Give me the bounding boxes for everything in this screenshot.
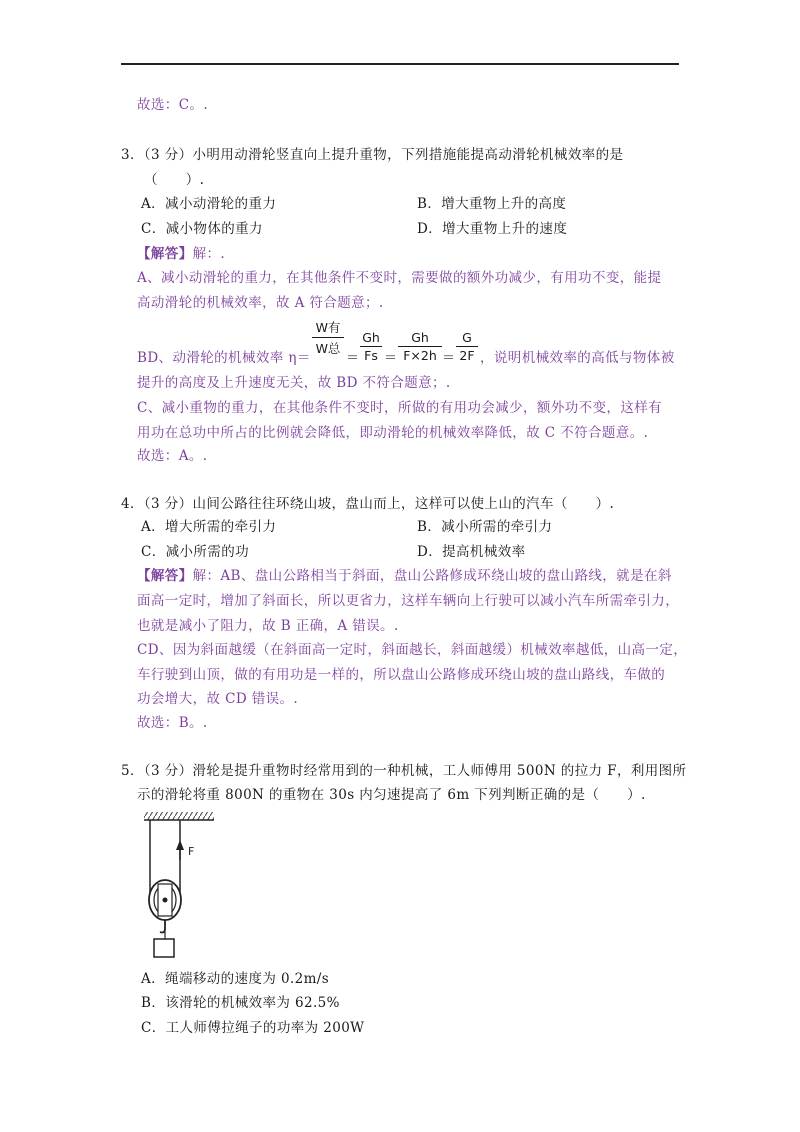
q3-stem: 3．（3 分）小明用动滑轮竖直向上提升重物，下列措施能提高动滑轮机械效率的是	[121, 147, 624, 163]
q3-stem-cont: （ ）.	[144, 172, 205, 188]
formula-fraction-gh-over-fs	[360, 330, 382, 363]
q4-option-b: B．减小所需的牵引力	[417, 519, 553, 535]
fraction-numerator: G	[456, 330, 478, 347]
q4-stem: 4．（3 分）山间公路往往环绕山坡，盘山而上，这样可以使上山的汽车（ ）.	[121, 496, 615, 512]
arrow-up-icon	[176, 840, 184, 860]
q3-solution-tag-after: 解：.	[192, 246, 226, 262]
q4-solution-line1	[137, 567, 672, 585]
q5-option-a: A．绳端移动的速度为 0.2m/s	[141, 971, 330, 987]
q3-solution-header	[137, 245, 225, 263]
prev-answer: 故选：C。.	[137, 97, 209, 113]
q3-option-a: A．减小动滑轮的重力	[141, 196, 277, 212]
q3-option-d: D．增大重物上升的速度	[417, 221, 568, 237]
q3-answer: 故选：A。.	[137, 448, 208, 464]
pulley-wheel	[149, 880, 181, 920]
equals-sign: ＝	[346, 351, 360, 366]
q4-solution-line6: 功会增大，故 CD 错误。.	[137, 691, 299, 707]
q4-option-d: D．提高机械效率	[417, 544, 526, 560]
formula-fraction-gh-over-f2h	[398, 330, 442, 363]
q3-solution-line4: C、减小重物的重力，在其他条件不变时，所做的有用功会减少，额外功不变，这样有	[137, 400, 663, 416]
q3-formula-prefix: BD、动滑轮的机械效率 η＝	[137, 350, 311, 366]
equals-sign: ＝	[384, 351, 398, 366]
force-label: F	[188, 845, 195, 858]
q3-solution-line5: 用功在总功中所占的比例就会降低，即动滑轮的机械效率降低，故 C 不符合题意。.	[137, 425, 649, 441]
ceiling	[144, 812, 214, 820]
q4-solution-line3: 也就是减小了阻力，故 B 正确，A 错误。.	[137, 618, 399, 634]
q5-stem-cont: 示的滑轮将重 800N 的重物在 30s 内匀速提高了 6m 下列判断正确的是（ ）.	[137, 787, 646, 803]
q3-option-c: C．减小物体的重力	[141, 221, 263, 237]
equals-sign: ＝	[442, 351, 456, 366]
fraction-numerator: W有	[312, 318, 344, 338]
formula-fraction-useful-over-total	[312, 318, 344, 357]
q3-solution-line2: 高动滑轮的机械效率，故 A 符合题意；.	[137, 295, 384, 311]
q4-answer: 故选：B。.	[137, 715, 208, 731]
formula-fraction-g-over-2f	[456, 330, 478, 363]
fraction-denominator: Fs	[364, 348, 378, 363]
q4-option-c: C．减小所需的功	[141, 544, 250, 560]
q4-solution-line5: 车行驶到山顶，做的有用功是一样的，所以盘山公路修成环绕山坡的盘山路线，车做的	[137, 667, 666, 683]
q3-solution-line1: A、减小动滑轮的重力，在其他条件不变时，需要做的额外功减少，有用功不变，能提	[137, 270, 662, 286]
q3-formula-suffix: ，说明机械效率的高低与物体被	[480, 350, 675, 366]
pulley-diagram	[140, 808, 230, 964]
q4-solution-tag: 【解答】	[137, 568, 193, 584]
q3-solution-tag: 【解答】	[137, 246, 193, 262]
weight-block	[154, 939, 174, 957]
q5-option-b: B．该滑轮的机械效率为 62.5%	[141, 995, 340, 1011]
q4-solution-line4: CD、因为斜面越缓（在斜面高一定时，斜面越长，斜面越缓）机械效率越低，山高一定，	[137, 642, 688, 658]
fraction-denominator: F×2h	[403, 348, 437, 363]
fraction-denominator: W总	[315, 341, 341, 356]
q5-stem: 5．（3 分）滑轮是提升重物时经常用到的一种机械，工人师傅用 500N 的拉力 F，利用图所	[121, 763, 687, 779]
q3-solution-line3: 提升的高度及上升速度无关，故 BD 不符合题意；.	[137, 375, 451, 391]
q3-option-b: B．增大重物上升的高度	[417, 196, 567, 212]
q4-solution-line2: 面高一定时，增加了斜面长，所以更省力，这样车辆向上行驶可以减小汽车所需牵引力，	[137, 593, 680, 609]
q4-option-a: A．增大所需的牵引力	[141, 519, 277, 535]
hook	[160, 920, 165, 933]
q5-option-c: C．工人师傅拉绳子的功率为 200W	[141, 1020, 365, 1036]
fraction-denominator: 2F	[459, 348, 475, 363]
fraction-numerator: Gh	[398, 330, 442, 347]
fraction-numerator: Gh	[360, 330, 382, 347]
q4-solution-text: 解：AB、盘山公路相当于斜面，盘山公路修成环绕山坡的盘山路线，就是在斜	[192, 568, 672, 584]
header-rule	[121, 63, 679, 65]
